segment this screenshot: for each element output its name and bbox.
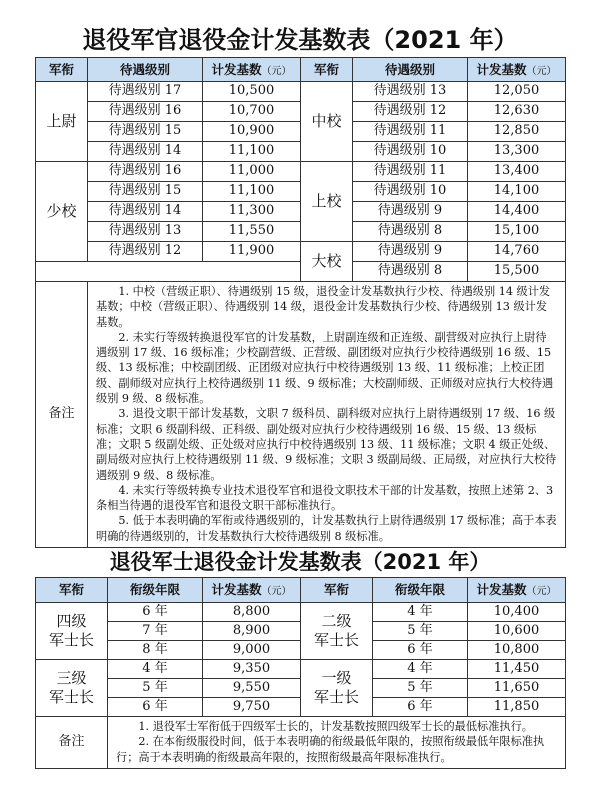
table-row xyxy=(36,242,566,262)
rank-cell: 中校 xyxy=(301,82,353,162)
level-cell: 待遇级别 9 xyxy=(353,242,468,262)
header-level: 待遇级别 xyxy=(353,58,468,82)
table-row xyxy=(36,82,566,102)
years-cell: 5 年 xyxy=(108,679,203,698)
years-cell: 4 年 xyxy=(108,660,203,679)
rank-cell: 大校 xyxy=(301,242,353,282)
note-item: 2. 在本衔级服役时间，低于本表明确的衔级最低年限的，按照衔级最低年限标准执行；高于本表明确的衔级最高年限的，按照衔级最高年限标准执行。 xyxy=(116,735,545,764)
note-item: 1. 中校（营级正职）、待遇级别 15 级，退役金计发基数执行少校、待遇级别 14 级计发基数；中校（营级正职）、待遇级别 14 级，退役金计发基数执行少校、待遇级别 13 级计发基数。 xyxy=(96,285,551,329)
header-amount: 计发基数（元） xyxy=(468,58,566,82)
header-rank: 军衔 xyxy=(301,58,353,82)
amount-cell: 10,900 xyxy=(203,122,301,142)
level-cell: 待遇级别 13 xyxy=(353,82,468,102)
officer-pension-table xyxy=(35,57,566,548)
amount-cell: 9,350 xyxy=(203,660,301,679)
header-rank: 军衔 xyxy=(301,578,373,603)
years-cell: 4 年 xyxy=(373,660,468,679)
level-cell: 待遇级别 12 xyxy=(353,102,468,122)
officer-table-title: 退役军官退役金计发基数表（2021 年） xyxy=(82,26,518,54)
years-cell: 6 年 xyxy=(373,698,468,717)
rank-cell: 上校 xyxy=(301,162,353,242)
header-amount: 计发基数（元） xyxy=(468,578,566,603)
years-cell: 6 年 xyxy=(108,698,203,717)
soldier-pension-table xyxy=(35,577,566,769)
note-item: 5. 低于本表明确的军衔或待遇级别的，计发基数执行上尉待遇级别 17 级标准；高于本表明确的待遇级别的，计发基数执行大校待遇级别 8 级标准。 xyxy=(96,514,557,543)
amount-cell: 10,400 xyxy=(468,603,566,622)
level-cell: 待遇级别 15 xyxy=(88,182,203,202)
note-item: 4. 未实行等级转换专业技术退役军官和退役文职技术干部的计发基数，按照上述第 2、3 条相当待遇的退役军官和退役文职干部标准执行。 xyxy=(96,483,554,513)
level-cell: 待遇级别 8 xyxy=(353,262,468,282)
amount-cell: 12,850 xyxy=(468,122,566,142)
amount-cell: 11,850 xyxy=(468,698,566,717)
amount-cell: 15,100 xyxy=(468,222,566,242)
amount-cell: 10,800 xyxy=(468,641,566,660)
amount-cell: 15,500 xyxy=(468,262,566,282)
amount-cell: 12,050 xyxy=(468,82,566,102)
rank-cell: 少校 xyxy=(36,162,88,262)
empty-cell xyxy=(36,262,301,282)
header-rank: 军衔 xyxy=(36,58,88,82)
level-cell: 待遇级别 10 xyxy=(353,142,468,162)
amount-cell: 14,400 xyxy=(468,202,566,222)
years-cell: 8 年 xyxy=(108,641,203,660)
level-cell: 待遇级别 8 xyxy=(353,222,468,242)
header-rank: 军衔 xyxy=(36,578,108,603)
level-cell: 待遇级别 10 xyxy=(353,182,468,202)
level-cell: 待遇级别 15 xyxy=(88,122,203,142)
amount-cell: 8,900 xyxy=(203,622,301,641)
amount-cell: 8,800 xyxy=(203,603,301,622)
years-cell: 5 年 xyxy=(373,679,468,698)
rank-cell: 一级 军士长 xyxy=(301,660,373,717)
amount-cell: 14,760 xyxy=(468,242,566,262)
level-cell: 待遇级别 14 xyxy=(88,142,203,162)
amount-cell: 14,100 xyxy=(468,182,566,202)
notes-row xyxy=(36,717,566,769)
note-item: 1. 退役军士军衔低于四级军士长的，计发基数按照四级军士长的最低标准执行。 xyxy=(138,720,533,733)
amount-cell: 11,100 xyxy=(203,142,301,162)
years-cell: 5 年 xyxy=(373,622,468,641)
level-cell: 待遇级别 9 xyxy=(353,202,468,222)
amount-cell: 10,500 xyxy=(203,82,301,102)
amount-cell: 11,900 xyxy=(203,242,301,262)
amount-cell: 10,600 xyxy=(468,622,566,641)
notes-cell xyxy=(88,282,566,548)
rank-cell: 三级 军士长 xyxy=(36,660,108,717)
level-cell: 待遇级别 11 xyxy=(353,122,468,142)
amount-cell: 11,300 xyxy=(203,202,301,222)
level-cell: 待遇级别 12 xyxy=(88,242,203,262)
amount-cell: 11,650 xyxy=(468,679,566,698)
notes-label: 备注 xyxy=(36,282,88,548)
amount-cell: 13,300 xyxy=(468,142,566,162)
years-cell: 4 年 xyxy=(373,603,468,622)
notes-cell xyxy=(108,717,566,769)
amount-cell: 13,400 xyxy=(468,162,566,182)
rank-cell: 二级 军士长 xyxy=(301,603,373,660)
years-cell: 7 年 xyxy=(108,622,203,641)
amount-cell: 11,450 xyxy=(468,660,566,679)
table-row xyxy=(36,603,566,622)
soldier-table-title: 退役军士退役金计发基数表（2021 年） xyxy=(109,550,491,574)
amount-cell: 9,000 xyxy=(203,641,301,660)
table-header-row xyxy=(36,578,566,603)
level-cell: 待遇级别 11 xyxy=(353,162,468,182)
level-cell: 待遇级别 16 xyxy=(88,162,203,182)
level-cell: 待遇级别 16 xyxy=(88,102,203,122)
years-cell: 6 年 xyxy=(373,641,468,660)
rank-cell: 四级 军士长 xyxy=(36,603,108,660)
header-years: 衔级年限 xyxy=(108,578,203,603)
amount-cell: 9,750 xyxy=(203,698,301,717)
header-amount: 计发基数（元） xyxy=(203,578,301,603)
header-years: 衔级年限 xyxy=(373,578,468,603)
amount-cell: 11,000 xyxy=(203,162,301,182)
amount-cell: 9,550 xyxy=(203,679,301,698)
notes-label: 备注 xyxy=(36,717,108,769)
years-cell: 6 年 xyxy=(108,603,203,622)
header-amount: 计发基数（元） xyxy=(203,58,301,82)
rank-cell: 上尉 xyxy=(36,82,88,162)
amount-cell: 10,700 xyxy=(203,102,301,122)
note-item: 3. 退役文职干部计发基数，文职 7 级科员、副科级对应执行上尉待遇级别 17 级、16 级标准；文职 6 级副科级、正科级、副处级对应执行少校待遇级别 16 级、15 级、13 级标准；文职 5 级副处级、正处级对应执行中校待遇级别 13 级、11 级标准；文职 4 级正处级、副局级对应执行上校待遇级别 11 级、9 级标准；文职 3 级副局级、正局级，对应执行大校待遇级别 9 级、8 级标准。 xyxy=(96,407,557,482)
header-level: 待遇级别 xyxy=(88,58,203,82)
table-row xyxy=(36,162,566,182)
amount-cell: 12,630 xyxy=(468,102,566,122)
level-cell: 待遇级别 17 xyxy=(88,82,203,102)
level-cell: 待遇级别 14 xyxy=(88,202,203,222)
table-row xyxy=(36,660,566,679)
table-header-row xyxy=(36,58,566,82)
note-item: 2. 未实行等级转换退役军官的计发基数，上尉副连级和正连级、副营级对应执行上尉待遇级别 17 级、16 级标准；少校副营级、正营级、副团级对应执行少校待遇级别 16 级、15 级、13 级标准；中校副团级、正团级对应执行中校待遇级别 13 级、11 级标准；上校正团级、副师级对应执行上校待遇级别 11 级、9 级标准；大校副师级、正师级对应执行大校待遇级别 9 级、8 级标准。 xyxy=(96,330,554,406)
notes-row xyxy=(36,282,566,548)
amount-cell: 11,100 xyxy=(203,182,301,202)
amount-cell: 11,550 xyxy=(203,222,301,242)
level-cell: 待遇级别 13 xyxy=(88,222,203,242)
